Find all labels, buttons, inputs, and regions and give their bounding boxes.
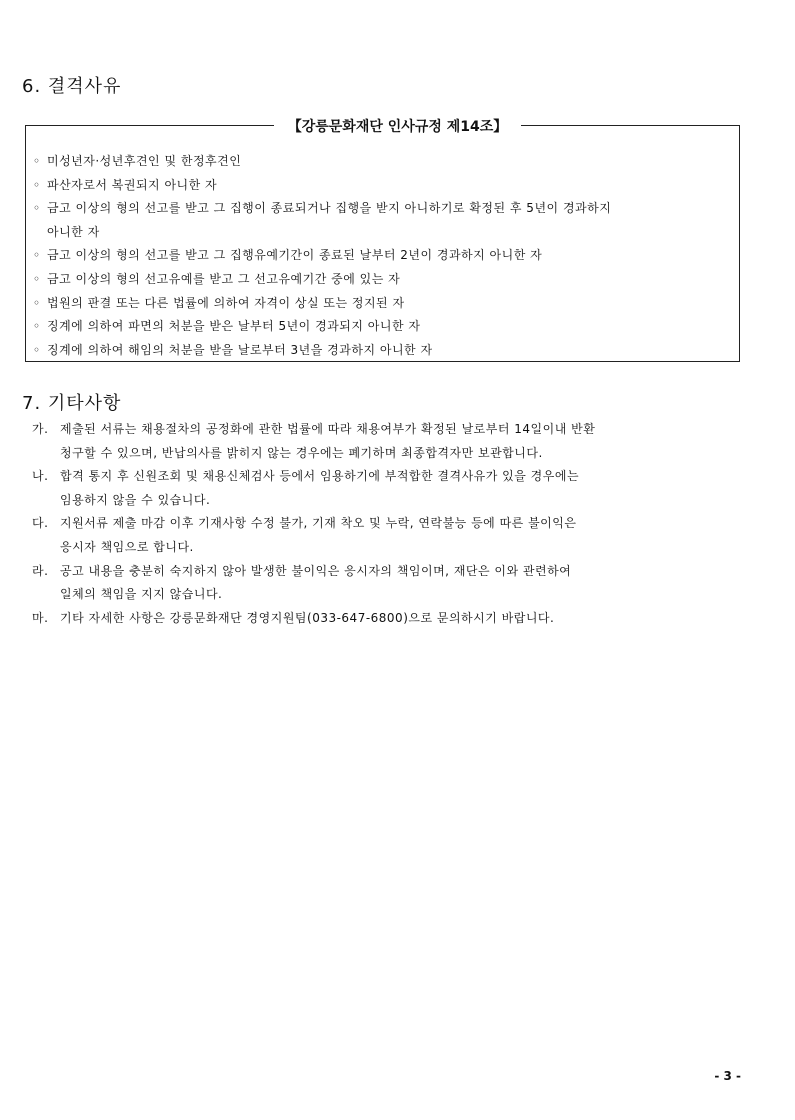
- item-marker: 마.: [32, 610, 49, 625]
- regulation-box-title-text: 【강릉문화재단 인사규정 제14조】: [274, 119, 522, 135]
- bullet-icon: ◦: [33, 271, 41, 286]
- bullet-icon: ◦: [33, 201, 41, 216]
- item-marker: 나.: [32, 469, 49, 484]
- bullet-icon: ◦: [33, 177, 41, 192]
- page-number: - 3 -: [714, 1069, 741, 1083]
- list-item-text: 금고 이상의 형의 선고를 받고 그 집행이 종료되거나 집행을 받지 아니하기로 확정된 후 5년이 경과하지: [47, 201, 612, 216]
- list-item: [33, 292, 733, 316]
- list-item-text: 미성년자·성년후견인 및 한정후견인: [47, 154, 242, 168]
- list-item-continuation: 일체의 책임을 지지 않습니다.: [60, 587, 223, 602]
- item-marker: 라.: [32, 563, 49, 578]
- list-item-text: 파산자로서 복권되지 아니한 자: [47, 177, 218, 192]
- list-item-text: 금고 이상의 형의 선고유예를 받고 그 선고유예기간 중에 있는 자: [47, 271, 401, 286]
- disqualification-list: [33, 150, 733, 362]
- list-item-text: 지원서류 제출 마감 이후 기재사항 수정 불가, 기재 착오 및 누락, 연락불능 등에 따른 불이익은: [60, 516, 577, 531]
- bullet-icon: ◦: [33, 295, 41, 310]
- item-marker: 다.: [32, 516, 49, 531]
- list-item: [32, 607, 752, 631]
- item-marker: 가.: [32, 422, 49, 436]
- bullet-icon: ◦: [33, 319, 41, 334]
- list-item-text: 징계에 의하여 파면의 처분을 받은 날부터 5년이 경과되지 아니한 자: [47, 319, 421, 334]
- list-item-continuation: 임용하지 않을 수 있습니다.: [60, 492, 211, 507]
- list-item-text: 금고 이상의 형의 선고를 받고 그 집행유예기간이 종료된 날부터 2년이 경과하지 아니한 자: [47, 248, 543, 263]
- list-item: [33, 339, 733, 363]
- list-item: [33, 268, 733, 292]
- list-item: [32, 418, 752, 465]
- list-item: [32, 512, 752, 559]
- list-item: [32, 465, 752, 512]
- bullet-icon: ◦: [33, 154, 41, 168]
- list-item-text: 제출된 서류는 채용절차의 공정화에 관한 법률에 따라 채용여부가 확정된 날로부터 14일이내 반환: [60, 422, 596, 436]
- list-item: [33, 197, 733, 244]
- list-item-text: 기타 자세한 사항은 강릉문화재단 경영지원팀(033-647-6800)으로 문의하시기 바랍니다.: [60, 610, 555, 625]
- list-item: [32, 560, 752, 607]
- list-item-text: 법원의 판결 또는 다른 법률에 의하여 자격이 상실 또는 정지된 자: [47, 295, 405, 310]
- list-item-continuation: 아니한 자: [47, 224, 100, 239]
- bullet-icon: ◦: [33, 342, 41, 357]
- regulation-box-title: [0, 116, 795, 136]
- section-7-title: 7. 기타사항: [22, 393, 122, 414]
- list-item-text: 징계에 의하여 해임의 처분을 받을 날로부터 3년을 경과하지 아니한 자: [47, 342, 433, 357]
- list-item-continuation: 응시자 책임으로 합니다.: [60, 539, 194, 554]
- list-item-text: 공고 내용을 충분히 숙지하지 않아 발생한 불이익은 응시자의 책임이며, 재단은 이와 관련하여: [60, 563, 572, 578]
- section-6-title: 6. 결격사유: [22, 76, 122, 97]
- other-notes-list: [32, 418, 752, 630]
- list-item: [33, 174, 733, 198]
- list-item: [33, 150, 733, 174]
- bullet-icon: ◦: [33, 248, 41, 263]
- list-item-text: 합격 통지 후 신원조회 및 채용신체검사 등에서 임용하기에 부적합한 결격사유가 있을 경우에는: [60, 469, 580, 484]
- list-item: [33, 315, 733, 339]
- list-item: [33, 244, 733, 268]
- list-item-continuation: 청구할 수 있으며, 반납의사를 밝히지 않는 경우에는 폐기하며 최종합격자만 보관합니다.: [60, 445, 543, 460]
